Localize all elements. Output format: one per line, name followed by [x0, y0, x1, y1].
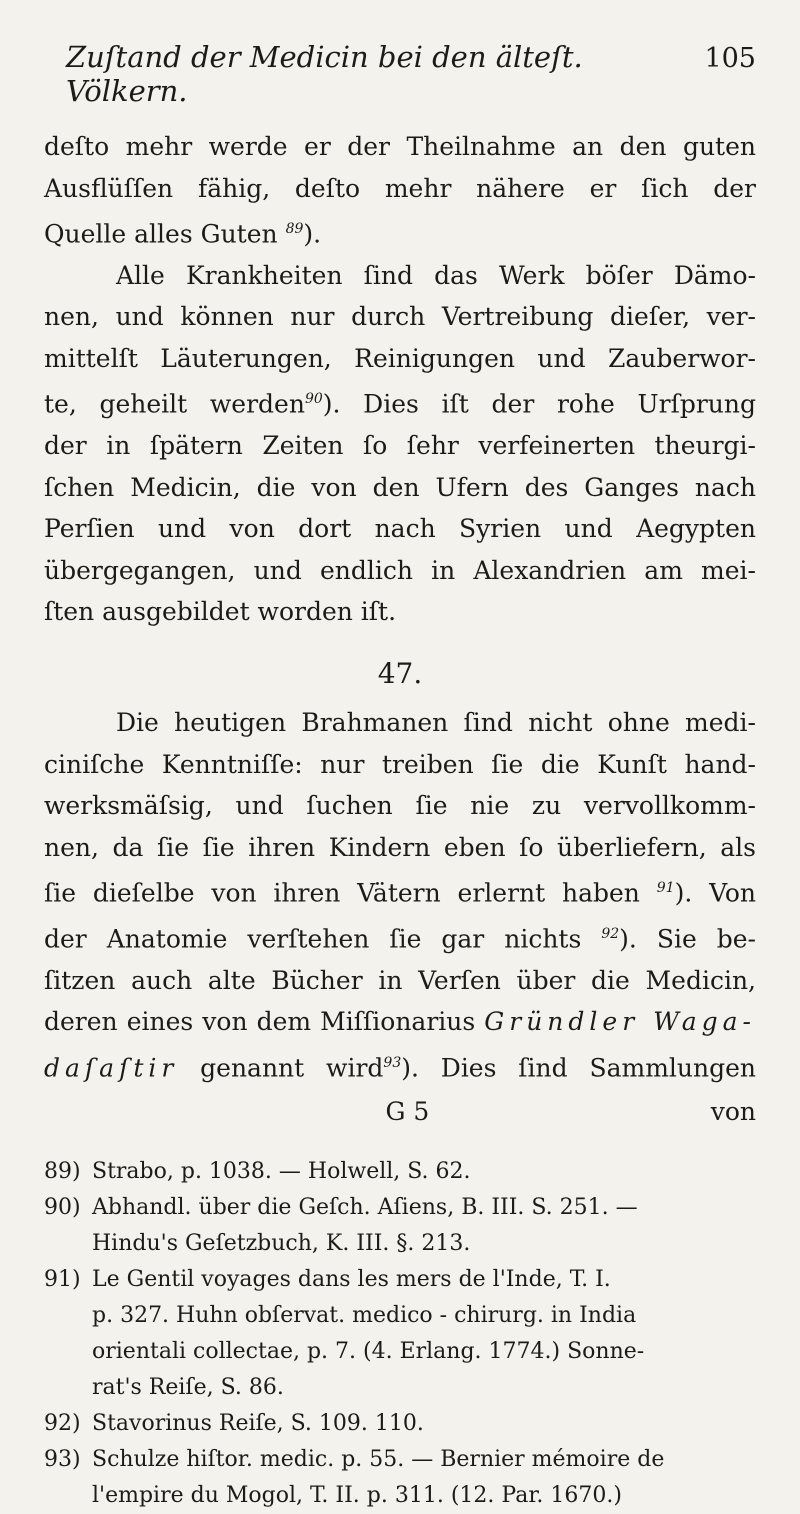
text-segment: genannt wird: [200, 1053, 384, 1083]
footnote-line: l'empire du Mogol, T. II. p. 311. (12. Par. 1670.): [92, 1483, 622, 1509]
footnote-ref: 89: [285, 221, 304, 237]
text-line: [44, 1043, 756, 1089]
italic-title: daſaſtir: [44, 1053, 179, 1083]
text-segment: ). Von: [674, 878, 756, 908]
paragraph-2: [44, 255, 756, 633]
footnote-text: [92, 1442, 756, 1514]
text-line: nen, da ſie ſie ihren Kindern eben ſo überliefern, als: [44, 832, 756, 862]
footnote-line: Stavorinus Reiſe, S. 109. 110.: [92, 1411, 424, 1437]
footnote-number: 93): [44, 1447, 81, 1473]
footnote-text: [92, 1190, 756, 1262]
footnote-ref: 90: [304, 391, 323, 408]
footnote-number: 92): [44, 1411, 81, 1437]
footnote-number: 89): [44, 1159, 81, 1185]
running-head: [66, 40, 756, 108]
footnote-line: Abhandl. über die Geſch. Aſiens, B. III. S. 251. —: [92, 1195, 638, 1221]
text-line: Perſien und von dort nach Syrien und Aegypten: [44, 514, 756, 544]
footnote-ref: 91: [656, 880, 675, 897]
footnote-number: 91): [44, 1267, 81, 1293]
footnote-line: Hindu's Geſetzbuch, K. III. §. 213.: [92, 1231, 471, 1257]
section-number: 47.: [377, 656, 423, 690]
signature-mark: G 5: [385, 1096, 430, 1126]
text-segment: ). Sie be-: [619, 924, 756, 954]
catchword: von: [710, 1096, 756, 1126]
footnote-ref: 93: [383, 1054, 402, 1071]
text-line: [44, 914, 756, 960]
footnote-text: [92, 1154, 756, 1190]
paragraph-3: [44, 702, 756, 1088]
running-title: Zuſtand der Medicin bei den älteſt. Völkern.: [66, 40, 583, 108]
text-line: [44, 379, 756, 425]
text-segment: ). Dies iſt der rohe Urſprung: [322, 389, 756, 419]
footnote-90: [44, 1190, 756, 1262]
text-line: nen, und können nur durch Vertreibung dieſer, ver-: [44, 302, 756, 332]
text-line: Alle Krankheiten ſind das Werk böſer Dämo-: [116, 260, 756, 290]
footnote-ref: 92: [601, 925, 620, 942]
footnote-89: [44, 1154, 756, 1190]
footnote-number: 90): [44, 1195, 81, 1221]
text-segment: der Anatomie verſtehen ſie gar nichts: [44, 924, 582, 954]
text-line: werksmäſsig, und ſuchen ſie nie zu vervollkomm-: [44, 791, 756, 821]
footnote-91: [44, 1262, 756, 1406]
text-line: [44, 1001, 756, 1043]
text-segment: ).: [303, 219, 322, 249]
text-segment: Quelle alles Guten: [44, 219, 278, 249]
footnote-line: Strabo, p. 1038. — Holwell, S. 62.: [92, 1159, 471, 1185]
text-line: übergegangen, und endlich in Alexandrien am mei-: [44, 555, 756, 585]
text-line: der in ſpätern Zeiten ſo ſehr verfeinerten theurgi-: [44, 431, 756, 461]
text-line: ſitzen auch alte Bücher in Verſen über die Medicin,: [44, 965, 756, 995]
page-number: 105: [704, 43, 756, 74]
text-line: ciniſche Kenntniſſe: nur treiben ſie die Kunſt hand-: [44, 749, 756, 779]
footnote-92: [44, 1406, 756, 1442]
text-line: ſten ausgebildet worden iſt.: [44, 597, 397, 627]
footnote-line: orientali collectae, p. 7. (4. Erlang. 1774.) Sonne-: [92, 1339, 645, 1365]
footnote-text: [92, 1262, 756, 1406]
text-line: Ausflüſſen fähig, deſto mehr nähere er ſich der: [44, 173, 756, 203]
footnotes: [44, 1154, 756, 1514]
text-segment: ). Dies ſind Sammlungen: [401, 1053, 756, 1083]
paragraph-1: [44, 126, 756, 255]
footnote-line: Schulze hiſtor. medic. p. 55. — Bernier mémoire de: [92, 1447, 665, 1473]
footnote-93: [44, 1442, 756, 1514]
italic-name: Gründler Waga-: [484, 1007, 756, 1037]
footnote-line: Le Gentil voyages dans les mers de l'Inde, T. I.: [92, 1267, 611, 1293]
text-line: [44, 868, 756, 914]
text-segment: deren eines von dem Miſſionarius: [44, 1007, 476, 1037]
text-line: [44, 209, 756, 255]
text-line: Die heutigen Brahmanen ſind nicht ohne medi-: [116, 708, 756, 738]
signature-row: [44, 1091, 756, 1133]
footnote-line: p. 327. Huhn obſervat. medico - chirurg. in India: [92, 1303, 637, 1329]
text-line: deſto mehr werde er der Theilnahme an den guten: [44, 132, 756, 161]
text-segment: te, geheilt werden: [44, 389, 305, 419]
footnote-line: rat's Reiſe, S. 86.: [92, 1375, 284, 1401]
text-line: mittelſt Läuterungen, Reinigungen und Zauberwor-: [44, 343, 756, 373]
text-segment: ſie dieſelbe von ihren Vätern erlernt haben: [44, 878, 640, 908]
footnote-text: [92, 1406, 756, 1442]
main-text: [44, 126, 756, 1132]
text-line: ſchen Medicin, die von den Ufern des Ganges nach: [44, 472, 756, 502]
